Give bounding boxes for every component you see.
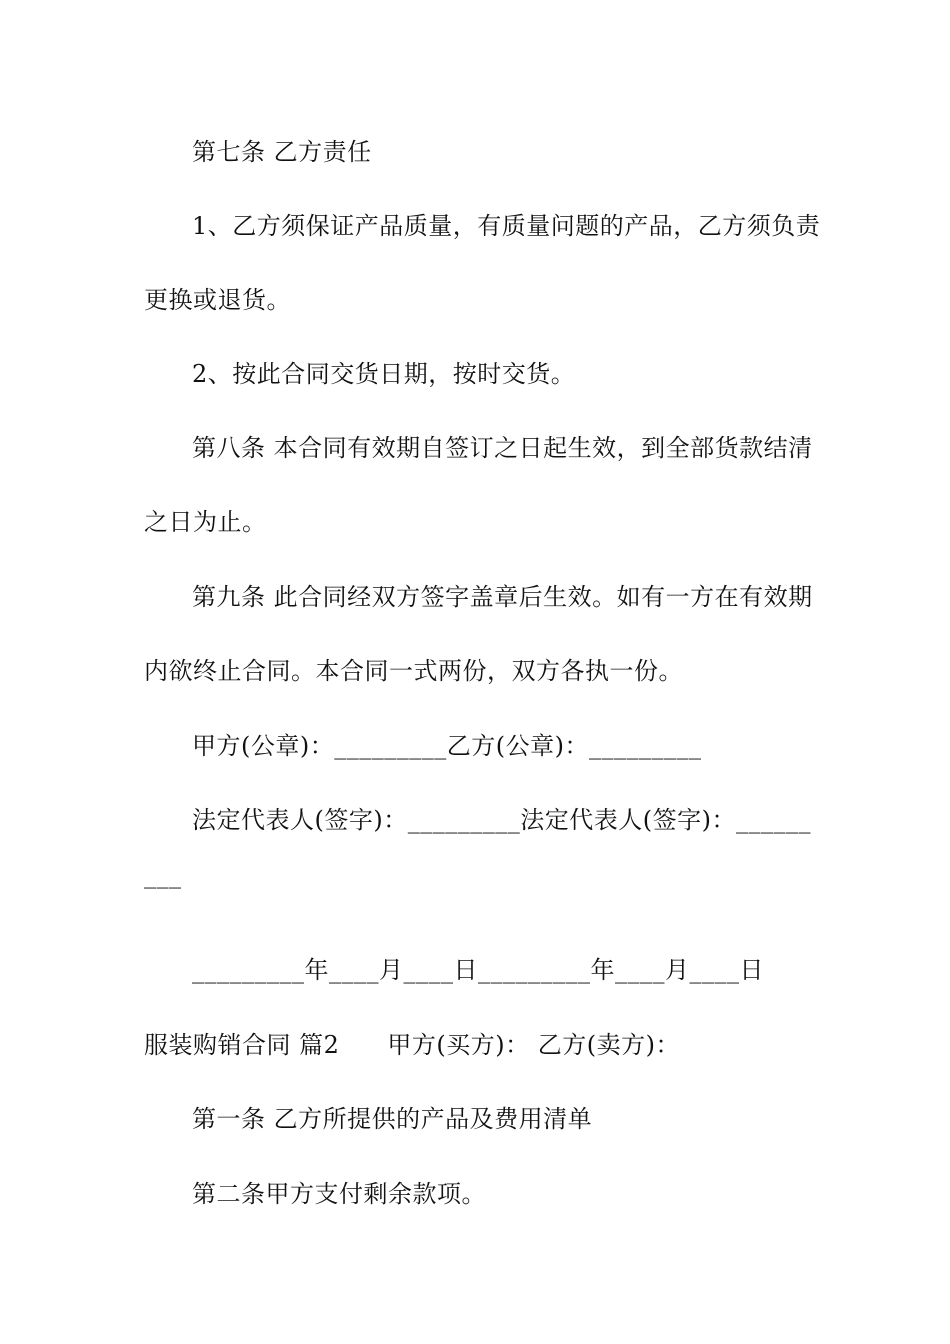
legal-rep-signature-line: 法定代表人(签字)：_________法定代表人(签字)：______ <box>192 806 811 834</box>
parties-line: 甲方(买方)： 乙方(卖方)： <box>387 1031 680 1059</box>
article-7-item-1-cont: 更换或退货。 <box>144 286 291 314</box>
date-line: _________年____月____日_________年____月____日 <box>192 956 764 984</box>
contract-2-title: 服装购销合同 篇2 <box>144 1031 340 1059</box>
seal-line: 甲方(公章)：_________乙方(公章)：_________ <box>192 732 702 760</box>
article-9: 第九条 此合同经双方签字盖章后生效。如有一方在有效期 <box>192 583 813 611</box>
legal-rep-signature-line-cont: ___ <box>144 861 182 889</box>
article-9-cont: 内欲终止合同。本合同一式两份，双方各执一份。 <box>144 657 683 685</box>
article-8: 第八条 本合同有效期自签订之日起生效，到全部货款结清 <box>192 434 813 462</box>
article-7-heading: 第七条 乙方责任 <box>192 138 372 166</box>
contract-2-article-1: 第一条 乙方所提供的产品及费用清单 <box>192 1105 593 1133</box>
article-7-item-2: 2、按此合同交货日期，按时交货。 <box>192 360 576 388</box>
article-7-item-1: 1、乙方须保证产品质量，有质量问题的产品，乙方须负责 <box>192 212 821 240</box>
article-8-cont: 之日为止。 <box>144 508 267 536</box>
contract-2-article-2: 第二条甲方支付剩余款项。 <box>192 1180 486 1208</box>
contract-2-heading-line <box>144 1030 680 1060</box>
